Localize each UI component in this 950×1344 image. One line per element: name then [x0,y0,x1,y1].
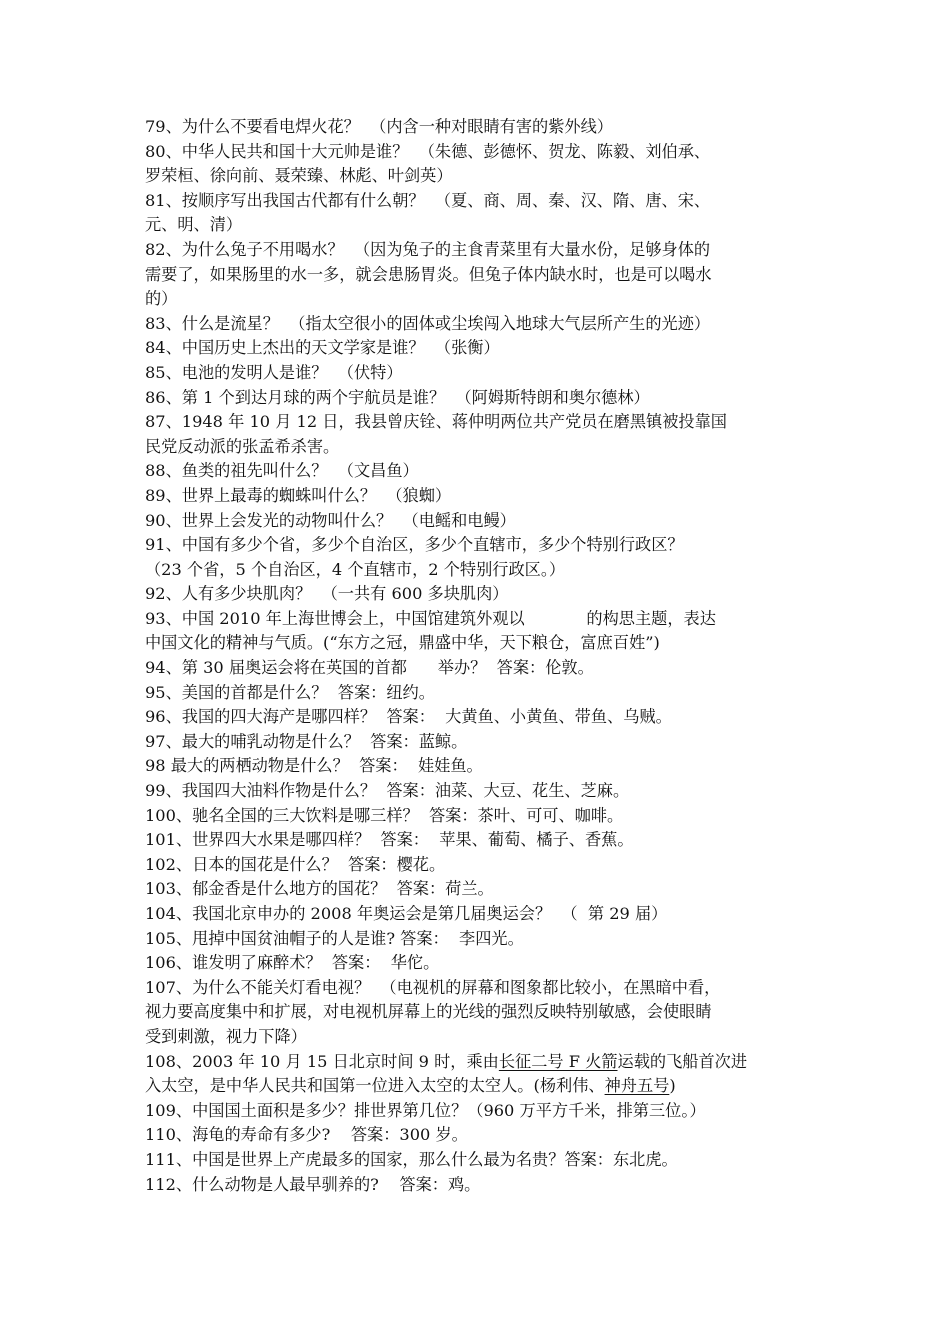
text-line: 80、中华人民共和国十大元帅是谁？ （朱德、彭德怀、贺龙、陈毅、刘伯承、 [145,141,711,161]
text-segment: 108、2003 年 10 月 15 日北京时间 9 时，乘由 [145,1051,499,1071]
text-line: 元、明、清） [145,215,243,235]
text-line: 92、人有多少块肌肉？ （一共有 600 多块肌肉） [145,584,509,604]
text-line: 100、驰名全国的三大饮料是哪三样？ 答案：茶叶、可可、咖啡。 [145,805,624,825]
text-line: 99、我国四大油料作物是什么？ 答案：油菜、大豆、花生、芝麻。 [145,781,630,801]
text-line: 94、第 30 届奥运会将在英国的首都 举办？ 答案：伦敦。 [145,658,594,678]
text-line: 81、按顺序写出我国古代都有什么朝？ （夏、商、周、秦、汉、隋、唐、宋、 [145,190,711,210]
text-line: 86、第 1 个到达月球的两个宇航员是谁？ （阿姆斯特朗和奥尔德林） [145,387,650,407]
text-line: 112、什么动物是人最早驯养的? 答案：鸡。 [145,1174,481,1194]
text-line: 87、1948 年 10 月 12 日，我县曾庆铨、蒋仲明两位共产党员在磨黑镇被投靠国 [145,412,727,432]
text-line: 需要了，如果肠里的水一多，就会患肠胃炎。但兔子体内缺水时，也是可以喝水 [145,264,712,284]
text-line: 88、鱼类的祖先叫什么？ （文昌鱼） [145,461,419,481]
text-line: 民党反动派的张孟希杀害。 [145,436,340,456]
text-line: 85、电池的发明人是谁？ （伏特） [145,362,403,382]
text-line: 106、谁发明了麻醉术？ 答案： 华佗。 [145,953,440,973]
underlined-text: 神舟五号 [604,1076,670,1096]
text-line: 103、郁金香是什么地方的国花？ 答案：荷兰。 [145,879,494,899]
text-line: （23 个省，5 个自治区，4 个直辖市，2 个特别行政区。） [145,559,566,579]
text-line: 的） [145,289,178,309]
text-line: 110、海龟的寿命有多少? 答案：300 岁。 [145,1125,468,1145]
text-line: 97、最大的哺乳动物是什么？ 答案：蓝鲸。 [145,731,468,751]
text-line: 96、我国的四大海产是哪四样？ 答案： 大黄鱼、小黄鱼、带鱼、乌贼。 [145,707,672,727]
text-line: 中国文化的精神与气质。(“东方之冠，鼎盛中华，天下粮仓，富庶百姓”) [145,633,660,653]
text-line: 105、甩掉中国贫油帽子的人是谁? 答案： 李四光。 [145,928,524,948]
text-line: 视力要高度集中和扩展，对电视机屏幕上的光线的强烈反映特别敏感，会使眼睛 [145,1002,712,1022]
text-segment: 入太空，是中华人民共和国第一位进入太空的太空人。(杨利伟、 [145,1076,605,1096]
text-line: 83、什么是流星？ （指太空很小的固体或尘埃闯入地球大气层所产生的光迹） [145,313,711,333]
text-line: 91、中国有多少个省，多少个自治区，多少个直辖市，多少个特别行政区？ [145,535,684,555]
underlined-text: 长征二号 F 火箭 [498,1051,618,1071]
text-line: 101、世界四大水果是哪四样？ 答案： 苹果、葡萄、橘子、香蕉。 [145,830,634,850]
text-line: 90、世界上会发光的动物叫什么？ （电鳐和电鳗） [145,510,516,530]
text-line: 89、世界上最毒的蜘蛛叫什么？ （狼蜘） [145,485,452,505]
text-line: 102、日本的国花是什么？ 答案：樱花。 [145,854,446,874]
text-segment: 运载的飞船首次进 [617,1051,748,1071]
document-page [145,115,810,1197]
text-line-underlined [145,1074,810,1099]
text-line: 受到刺激，视力下降） [145,1026,307,1046]
text-line: 104、我国北京申办的 2008 年奥运会是第几届奥运会？ （ 第 29 届） [145,904,668,923]
text-segment: ) [669,1076,676,1096]
text-line: 79、为什么不要看电焊火花？ （内含一种对眼睛有害的紫外线） [145,117,613,136]
text-line: 93、中国 2010 年上海世博会上，中国馆建筑外观以 的构思主题，表达 [145,608,716,628]
text-line: 82、为什么兔子不用喝水？ （因为兔子的主食青菜里有大量水份，足够身体的 [145,239,711,259]
text-line: 95、美国的首都是什么？ 答案：纽约。 [145,682,435,702]
text-line-underlined [145,1050,810,1075]
text-line: 84、中国历史上杰出的天文学家是谁？ （张衡） [145,338,500,358]
text-line: 109、中国国土面积是多少？排世界第几位？（960 万平方千米，排第三位。） [145,1100,706,1120]
text-line: 98 最大的两栖动物是什么？ 答案： 娃娃鱼。 [145,756,483,776]
text-line: 107、为什么不能关灯看电视？ （电视机的屏幕和图象都比较小，在黑暗中看， [145,977,721,997]
text-line: 罗荣桓、徐向前、聂荣臻、林彪、叶剑英） [145,166,453,186]
text-line: 111、中国是世界上产虎最多的国家，那么什么最为名贵？答案：东北虎。 [145,1149,678,1169]
